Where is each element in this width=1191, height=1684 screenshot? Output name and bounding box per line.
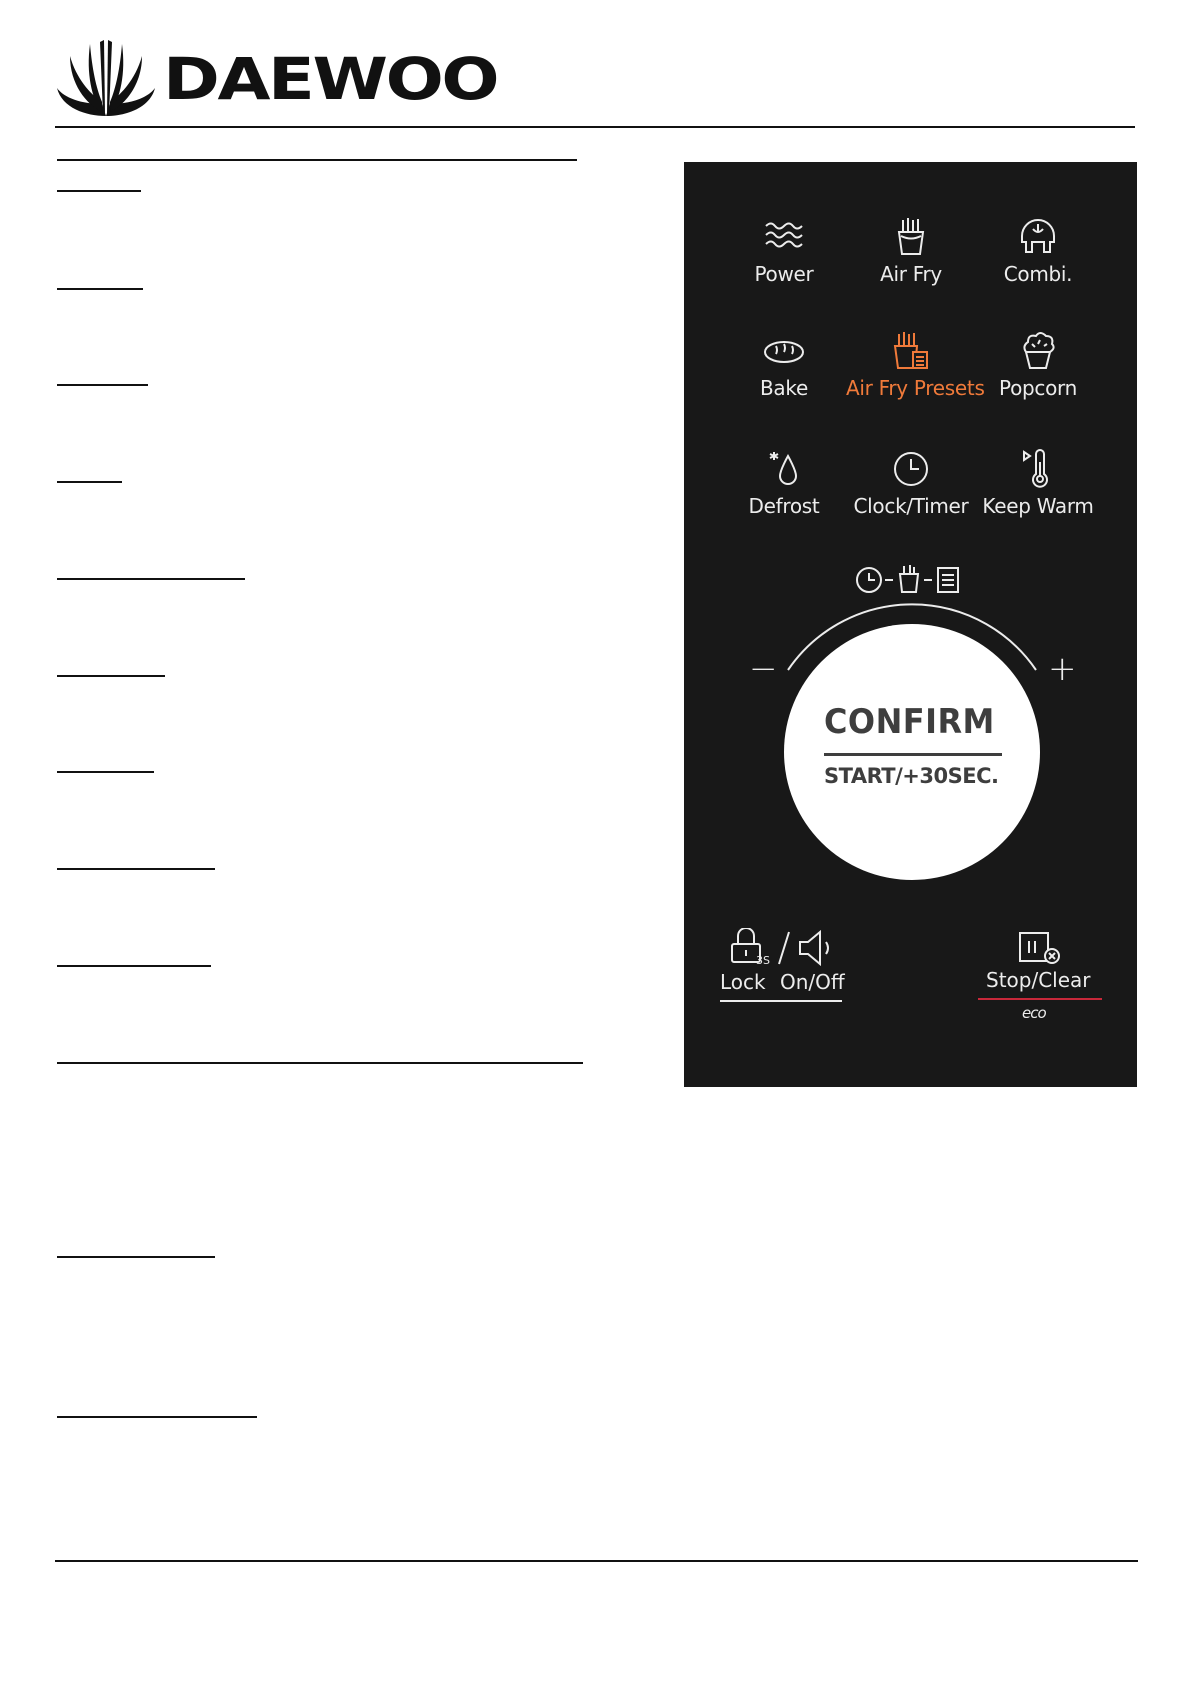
stop-clear-label: Stop/Clear (986, 968, 1091, 992)
heading-underline (57, 288, 143, 290)
stop-pause-icon (1018, 930, 1062, 966)
air-fry-label: Air Fry (880, 262, 942, 286)
confirm-underline (824, 753, 1002, 756)
heading-underline (57, 965, 211, 967)
eco-label: eco (1022, 1004, 1046, 1022)
lock-label: Lock (720, 970, 766, 994)
lock-sound-button[interactable] (720, 928, 845, 1000)
confirm-start-dial[interactable] (784, 624, 1040, 880)
popcorn-button[interactable] (973, 330, 1103, 422)
power-waves-icon (762, 216, 806, 256)
combi-icon (1016, 216, 1060, 256)
bread-icon (762, 330, 806, 370)
defrost-label: Defrost (748, 494, 820, 518)
plus-button[interactable]: + (1048, 649, 1077, 689)
bake-label: Bake (760, 376, 808, 400)
heading-underline (57, 384, 148, 386)
heading-underline (57, 771, 154, 773)
clock-timer-button[interactable] (846, 448, 976, 540)
popcorn-icon (1016, 330, 1060, 370)
dial-mode-indicator-icon (854, 562, 969, 596)
minus-button[interactable]: − (749, 649, 778, 689)
heading-underline (57, 1256, 215, 1258)
sound-on-off-label: On/Off (780, 970, 845, 994)
popcorn-label: Popcorn (999, 376, 1077, 400)
heading-underline (57, 190, 141, 192)
start-label: START/+30SEC. (824, 764, 999, 788)
air-fry-presets-label: Air Fry Presets (846, 376, 985, 400)
combi-label: Combi. (1003, 262, 1073, 286)
heading-underline (57, 481, 122, 483)
combi-button[interactable] (973, 216, 1103, 308)
slash-divider-icon (776, 930, 792, 966)
thermometer-icon (1016, 448, 1060, 488)
brand-wordmark: DAEWOO (163, 45, 498, 113)
lock-underline (720, 1000, 842, 1002)
heading-underline (57, 1416, 257, 1418)
power-label: Power (754, 262, 814, 286)
fries-presets-icon (889, 330, 933, 370)
heading-underline (57, 868, 215, 870)
header-divider (55, 126, 1135, 128)
air-fry-button[interactable] (846, 216, 976, 308)
stop-clear-underline (978, 998, 1102, 1000)
clock-icon (889, 448, 933, 488)
defrost-button[interactable] (719, 448, 849, 540)
lock-icon (728, 928, 770, 966)
defrost-drop-icon (762, 448, 806, 488)
clock-timer-label: Clock/Timer (853, 494, 969, 518)
microwave-control-panel (684, 162, 1137, 1087)
stop-clear-button[interactable] (978, 930, 1102, 1030)
heading-underline (57, 578, 245, 580)
footer-divider (55, 1560, 1138, 1562)
lock-hold-text: 3S (756, 954, 770, 966)
keep-warm-label: Keep Warm (982, 494, 1094, 518)
heading-underline (57, 675, 165, 677)
section-rule (57, 159, 577, 161)
air-fry-presets-button[interactable] (846, 330, 985, 422)
fries-icon (889, 216, 933, 256)
power-button[interactable] (719, 216, 849, 308)
confirm-label: CONFIRM (824, 702, 995, 742)
bake-button[interactable] (719, 330, 849, 422)
speaker-icon (796, 930, 836, 966)
keep-warm-button[interactable] (973, 448, 1103, 540)
section-rule (57, 1062, 583, 1064)
daewoo-fan-logo-icon (56, 38, 156, 118)
